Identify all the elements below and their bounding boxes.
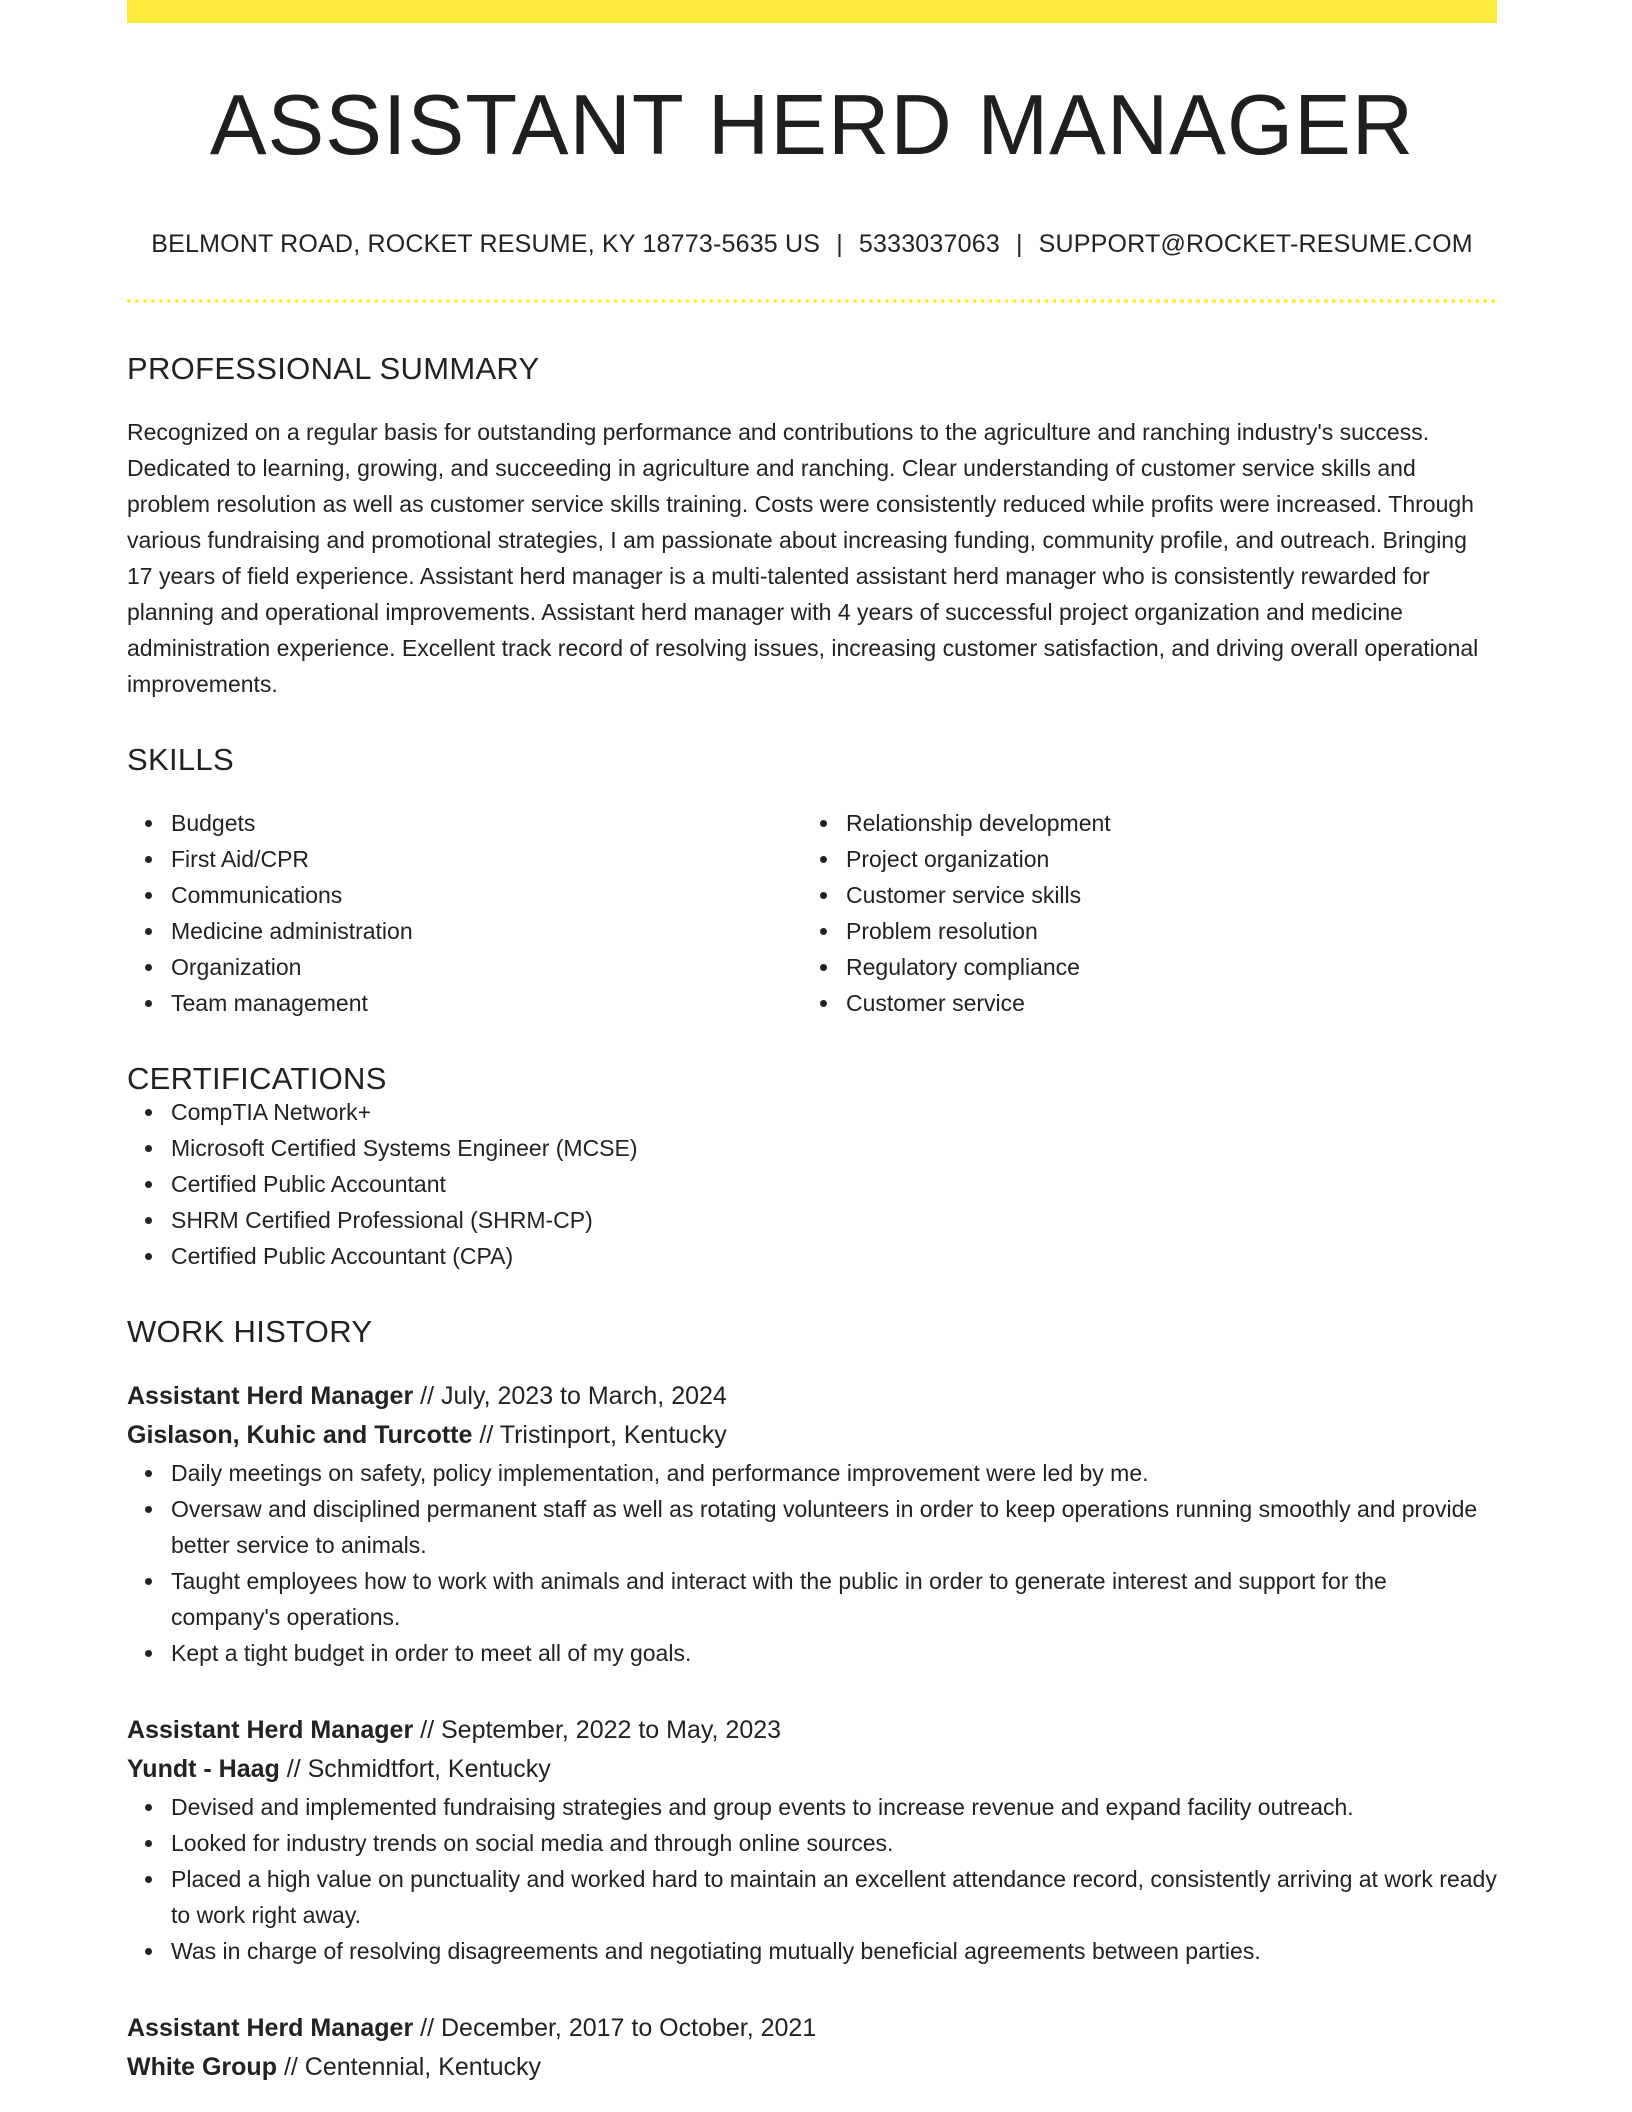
skill-item: Customer service: [846, 985, 1477, 1021]
certification-item: Microsoft Certified Systems Engineer (MCSE): [171, 1130, 1497, 1166]
skill-item: Relationship development: [846, 805, 1477, 841]
certification-item: Certified Public Accountant (CPA): [171, 1238, 1497, 1274]
job-dates: // July, 2023 to March, 2024: [420, 1382, 727, 1410]
summary-text: Recognized on a regular basis for outstanding performance and contributions to the agriculture and ranching industry's success. Dedicated to learning, growing, and succeeding in agriculture and ranching. Clear understanding of customer service skills and problem resolution as well as customer service skills training. Costs were consistently reduced while profits were increased. Through various fundraising and promotional strategies, I am passionate about increasing funding, community profile, and outreach. Bringing 17 years of field experience. Assistant herd manager is a multi-talented assistant herd manager who is consistently rewarded for planning and operational improvements. Assistant herd manager with 4 years of successful project organization and medicine administration experience. Excellent track record of resolving issues, increasing customer satisfaction, and driving overall operational improvements.: [127, 419, 1479, 697]
skill-item: Regulatory compliance: [846, 949, 1477, 985]
professional-summary-section: [127, 353, 1497, 702]
contact-separator: |: [1015, 230, 1023, 258]
job-location: // Tristinport, Kentucky: [479, 1421, 727, 1449]
section-heading-summary: PROFESSIONAL SUMMARY: [127, 351, 540, 386]
job-company-line: [127, 1750, 1497, 1789]
skill-item: Customer service skills: [846, 877, 1477, 913]
contact-phone: 5333037063: [858, 230, 1000, 258]
skills-column-right: [802, 805, 1477, 1021]
job-title-line: [127, 1711, 1497, 1750]
skill-item: Problem resolution: [846, 913, 1477, 949]
job-company-line: [127, 2048, 1497, 2087]
job-title: Assistant Herd Manager: [127, 2014, 414, 2042]
job-dates: // December, 2017 to October, 2021: [420, 2014, 817, 2042]
job-title: Assistant Herd Manager: [127, 1382, 414, 1410]
skill-item: Organization: [171, 949, 802, 985]
job-entry: [127, 2009, 1497, 2087]
certifications-list: [127, 1094, 1497, 1274]
contact-email: SUPPORT@ROCKET-RESUME.COM: [1038, 230, 1473, 258]
resume-page: [127, 0, 1497, 2087]
skills-list-right: [802, 805, 1477, 1021]
dotted-divider: [127, 299, 1497, 303]
job-location: // Schmidtfort, Kentucky: [286, 1755, 551, 1783]
job-duty-item: Placed a high value on punctuality and worked hard to maintain an excellent attendance record, consistently arriving at work ready to work right away.: [171, 1861, 1497, 1933]
job-company: White Group: [127, 2053, 277, 2081]
skills-columns: [127, 805, 1497, 1021]
skills-list-left: [127, 805, 802, 1021]
section-heading-certifications: CERTIFICATIONS: [127, 1061, 387, 1096]
job-entry: [127, 1377, 1497, 1671]
job-company: Yundt - Haag: [127, 1755, 280, 1783]
contact-separator: |: [836, 230, 843, 258]
accent-top-bar: [127, 0, 1497, 23]
work-history-section: [127, 1316, 1497, 2087]
resume-name: ASSISTANT HERD MANAGER: [209, 78, 1415, 173]
job-duty-item: Kept a tight budget in order to meet all of my goals.: [171, 1635, 1497, 1671]
skill-item: Medicine administration: [171, 913, 802, 949]
job-company: Gislason, Kuhic and Turcotte: [127, 1421, 473, 1449]
job-duty-item: Daily meetings on safety, policy implementation, and performance improvement were led by me.: [171, 1455, 1497, 1491]
section-heading-skills: SKILLS: [127, 742, 234, 777]
job-duty-item: Was in charge of resolving disagreements and negotiating mutually beneficial agreements between parties.: [171, 1933, 1497, 1969]
job-duty-item: Taught employees how to work with animals and interact with the public in order to generate interest and support for the company's operations.: [171, 1563, 1497, 1635]
job-duty-item: Devised and implemented fundraising strategies and group events to increase revenue and expand facility outreach.: [171, 1789, 1497, 1825]
skills-section: [127, 744, 1497, 1021]
skill-item: Team management: [171, 985, 802, 1021]
job-company-line: [127, 1416, 1497, 1455]
certifications-section: [127, 1063, 1497, 1274]
job-duties-list: [127, 1789, 1497, 1969]
skills-column-left: [127, 805, 802, 1021]
job-duty-item: Oversaw and disciplined permanent staff as well as rotating volunteers in order to keep operations running smoothly and provide better service to animals.: [171, 1491, 1497, 1563]
skill-item: Budgets: [171, 805, 802, 841]
certification-item: Certified Public Accountant: [171, 1166, 1497, 1202]
job-title: Assistant Herd Manager: [127, 1716, 414, 1744]
certification-item: CompTIA Network+: [171, 1094, 1497, 1130]
skill-item: First Aid/CPR: [171, 841, 802, 877]
job-title-line: [127, 1377, 1497, 1416]
job-duties-list: [127, 1455, 1497, 1671]
section-heading-work-history: WORK HISTORY: [127, 1314, 373, 1349]
job-entry: [127, 1711, 1497, 1969]
skill-item: Communications: [171, 877, 802, 913]
job-location: // Centennial, Kentucky: [283, 2053, 542, 2081]
skill-item: Project organization: [846, 841, 1477, 877]
contact-line: [127, 230, 1497, 259]
certification-item: SHRM Certified Professional (SHRM-CP): [171, 1202, 1497, 1238]
contact-address: BELMONT ROAD, ROCKET RESUME, KY 18773-5635 US: [151, 230, 821, 258]
job-dates: // September, 2022 to May, 2023: [420, 1716, 782, 1744]
job-title-line: [127, 2009, 1497, 2048]
job-duty-item: Looked for industry trends on social media and through online sources.: [171, 1825, 1497, 1861]
